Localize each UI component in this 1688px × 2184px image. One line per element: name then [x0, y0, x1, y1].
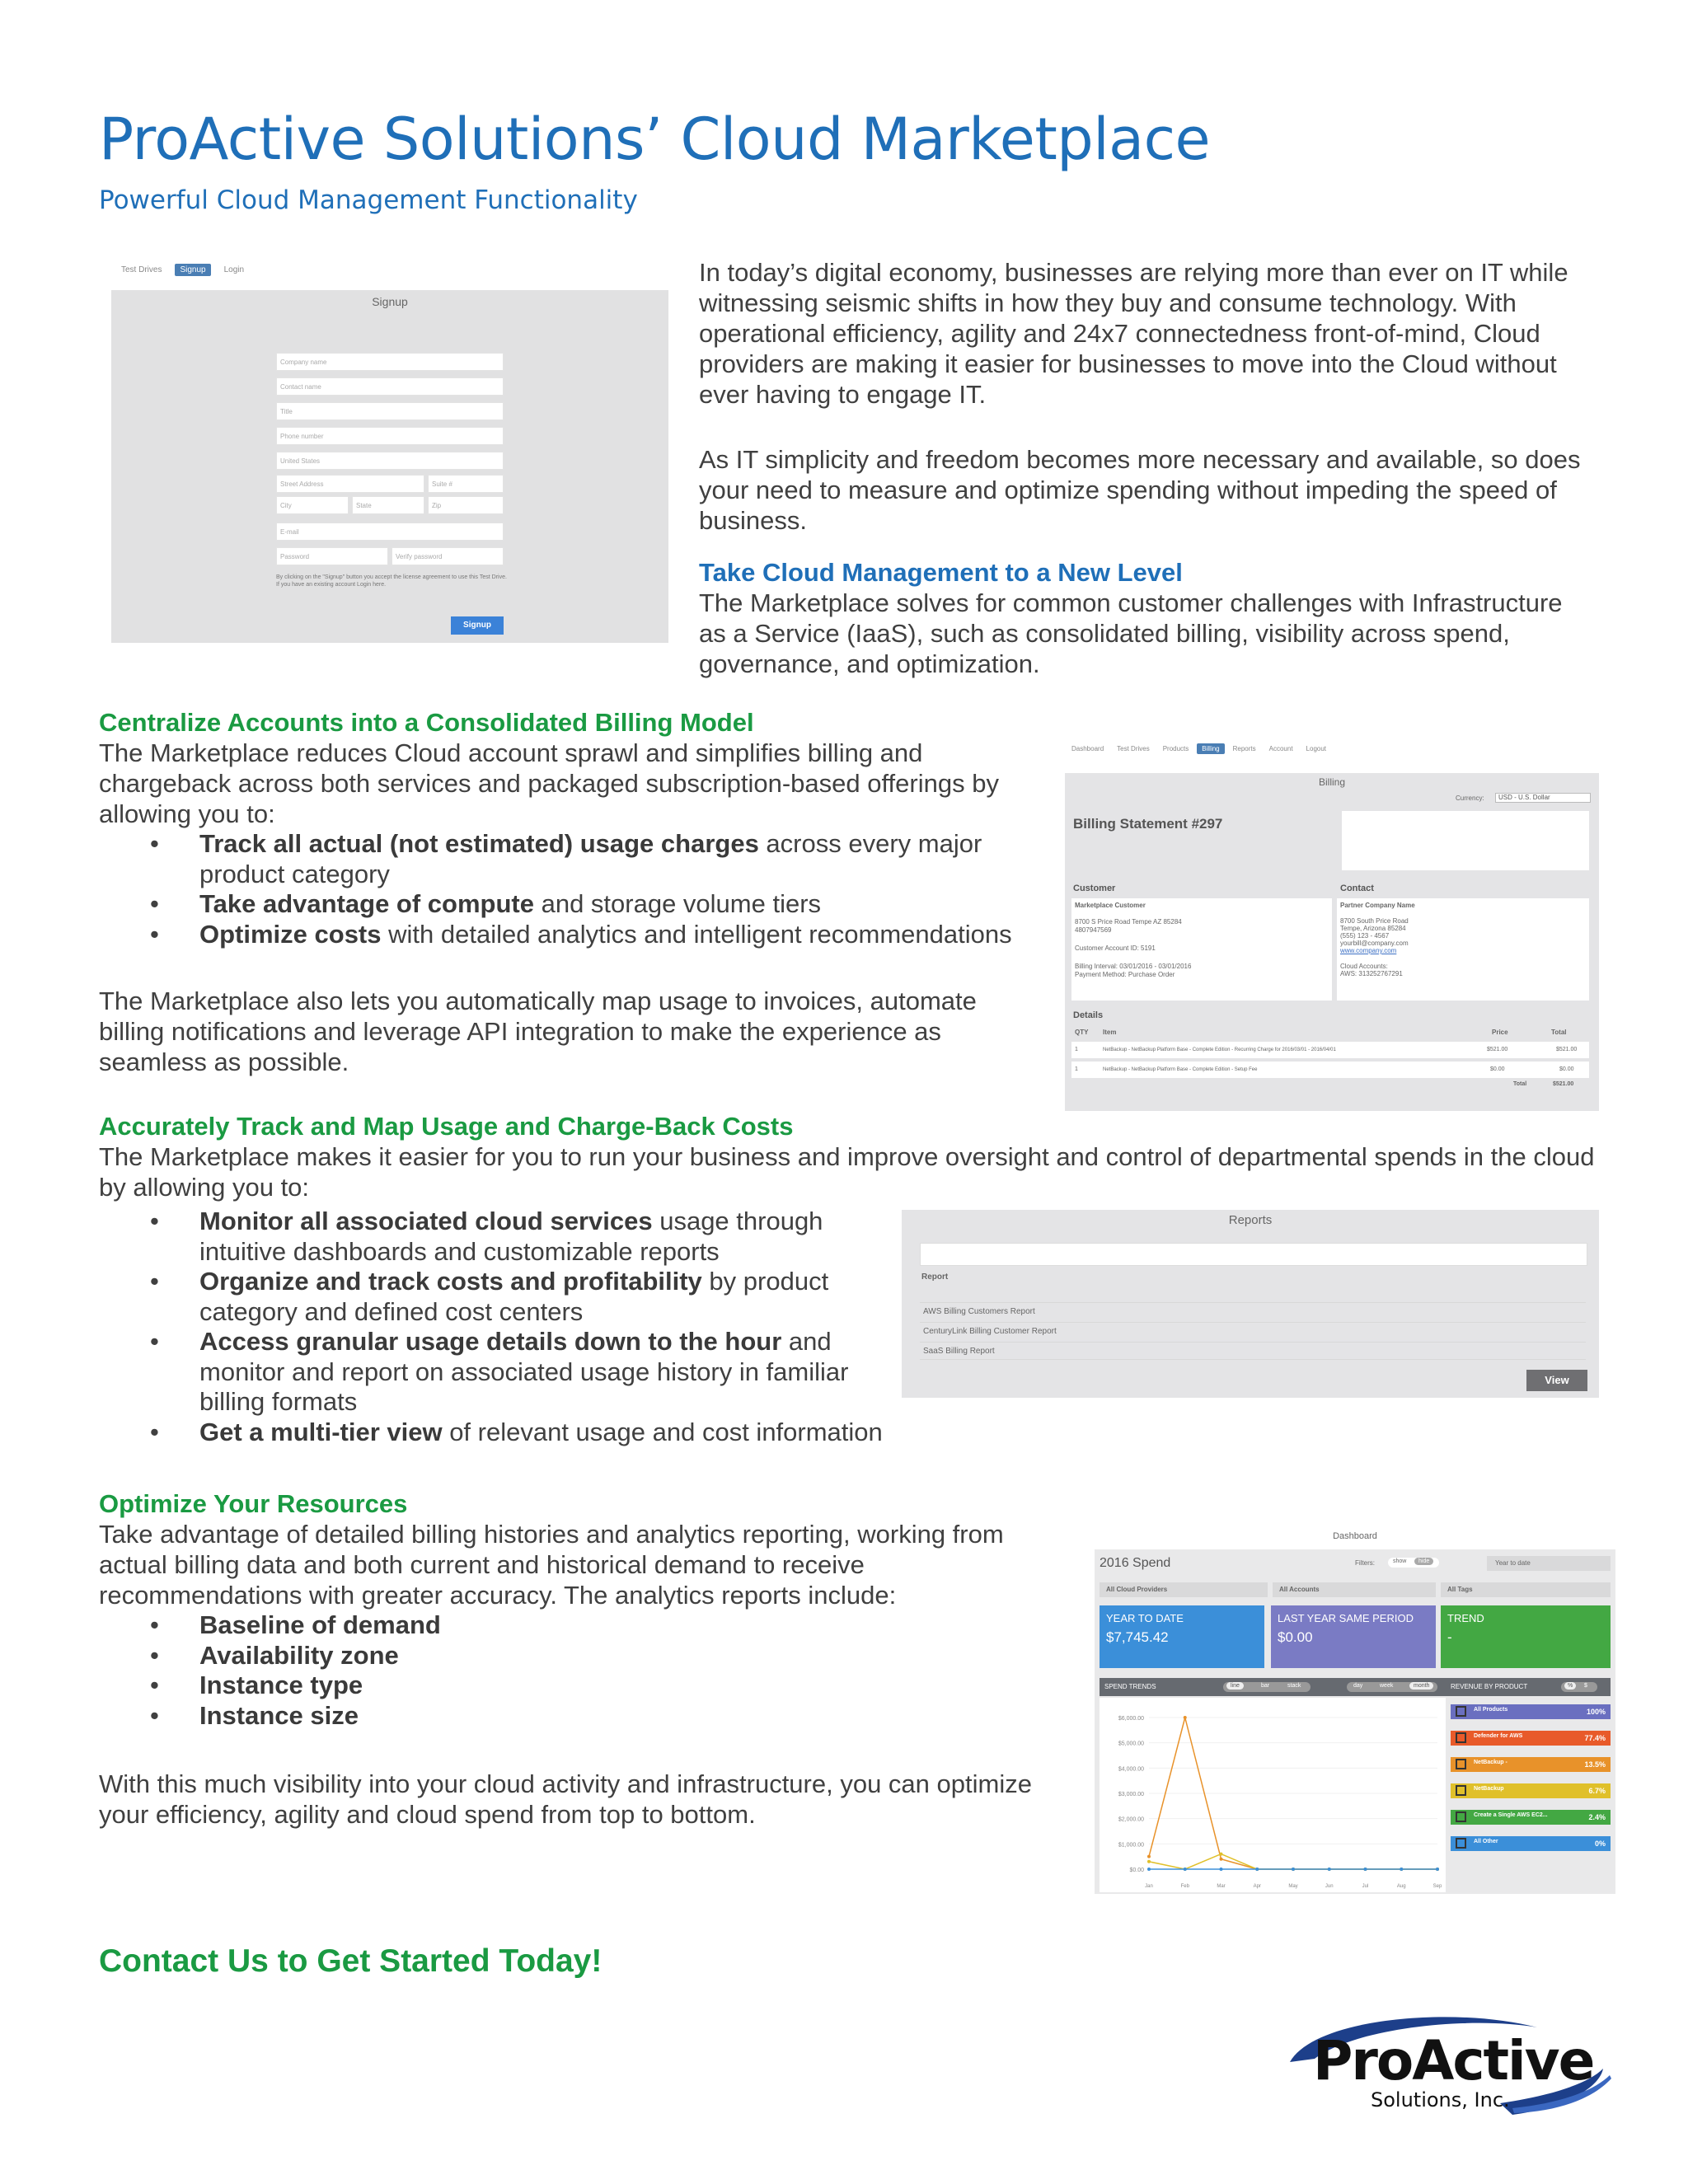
x-tick-label: Aug [1396, 1884, 1406, 1889]
x-tick-label: Sep [1432, 1884, 1442, 1889]
data-point [1220, 1853, 1223, 1856]
y-tick-label: $3,000.00 [1118, 1792, 1144, 1797]
y-tick-label: $2,000.00 [1118, 1816, 1144, 1823]
x-tick-label: Jan [1145, 1884, 1153, 1889]
x-tick-label: Jun [1325, 1884, 1334, 1889]
revenue-swatch [1456, 1706, 1466, 1717]
nav-reports[interactable]: Reports [1232, 745, 1256, 752]
intro-paragraph-2: As IT simplicity and freedom becomes more necessary and available, so does your need to measure and optimize spending without impeding the speed of business. [699, 445, 1581, 535]
table-row: 1 NetBackup - NetBackup Platform Base - Complete Edition - Setup Fee $0.00 $0.00 [1071, 1062, 1589, 1078]
revenue-bar: Create a Single AWS EC2... 2.4% [1451, 1810, 1611, 1825]
data-point [1220, 1868, 1223, 1871]
nav-products[interactable]: Products [1162, 745, 1189, 752]
x-tick-label: Jul [1362, 1884, 1369, 1889]
trend-card: TREND - [1441, 1605, 1611, 1668]
billing-heading: Centralize Accounts into a Consolidated Billing Model [99, 708, 754, 737]
contact-label: Contact [1340, 883, 1374, 893]
optimize-bullets [99, 1610, 1071, 1731]
reports-title: Reports [1228, 1213, 1273, 1227]
table-row: 1 NetBackup - NetBackup Platform Base - Complete Edition - Recurring Charge for 2016/03/01 - 2016/04/01 $521.00 $521.00 [1071, 1042, 1589, 1058]
list-item: • Availability zone [99, 1641, 1071, 1671]
revenue-toggle[interactable]: % $ [1561, 1682, 1597, 1692]
list-item: • Take advantage of compute and storage volume tiers [99, 889, 1047, 920]
revenue-by-product [1451, 1704, 1611, 1866]
list-item: • Track all actual (not estimated) usage charges across every major product category [99, 829, 1047, 889]
list-item: • Instance size [99, 1701, 1071, 1732]
revenue-swatch [1456, 1732, 1466, 1743]
currency-label: Currency: [1456, 794, 1484, 802]
optimize-heading: Optimize Your Resources [99, 1489, 408, 1518]
data-point [1436, 1868, 1439, 1871]
nav-test-drives[interactable]: Test Drives [121, 265, 162, 274]
title-field[interactable]: Title [276, 402, 504, 420]
suite-field[interactable]: Suite # [428, 475, 504, 493]
billing-paragraph-2: The Marketplace also lets you automatically map usage to invoices, automate billing notifications and leverage API integration to make the experience as seamless as possible. [99, 987, 977, 1076]
page-title: ProActive Solutions’ Cloud Marketplace [99, 105, 1211, 173]
statement-logo-box [1342, 811, 1589, 870]
password-field[interactable]: Password [276, 547, 388, 565]
total-label: Total [1513, 1081, 1527, 1087]
data-point [1292, 1868, 1295, 1871]
new-level-heading: Take Cloud Management to a New Level [699, 558, 1183, 587]
billing-bullets [99, 829, 1047, 949]
signup-button[interactable]: Signup [451, 616, 504, 635]
series-line [1149, 1854, 1437, 1869]
phone-field[interactable]: Phone number [276, 427, 504, 445]
data-point [1147, 1860, 1151, 1863]
year-to-date-card: YEAR TO DATE $7,745.42 [1100, 1605, 1264, 1668]
contact-cta[interactable]: Contact Us to Get Started Today! [99, 1943, 603, 1979]
nav-billing[interactable]: Billing [1197, 743, 1224, 754]
reports-search[interactable] [920, 1243, 1587, 1266]
intro-paragraph-1: In today’s digital economy, businesses are relying more than ever on IT while witnessing seismic shifts in how they buy and consume technology. With operational efficiency, agility and 24x7 connectedness front-of-mind, Cloud providers are making it easier for businesses to move into the Cloud without ever having to engage IT. [699, 258, 1568, 409]
nav-account[interactable]: Account [1268, 745, 1293, 752]
data-point [1184, 1868, 1187, 1871]
y-tick-label: $1,000.00 [1118, 1842, 1144, 1849]
col-item: Item [1103, 1029, 1117, 1036]
nav-login[interactable]: Login [223, 265, 245, 274]
data-point [1147, 1855, 1151, 1858]
contact-box: Partner Company Name 8700 South Price Road Tempe, Arizona 85284 (555) 123 - 4567 yourbill@company.com www.company.com Cloud Accounts: AWS: 313252767291 [1337, 898, 1589, 1001]
customer-box: Marketplace Customer 8700 S Price Road Tempe AZ 85284 4807947569 Customer Account ID: 5191 Billing Interval: 03/01/2016 - 03/01/2016 Payment Method: Purchase Order [1071, 898, 1332, 1001]
billing-title: Billing [1318, 776, 1345, 788]
filters-label: Filters: [1355, 1559, 1375, 1567]
signup-title: Signup [372, 295, 408, 308]
data-point [1364, 1868, 1367, 1871]
nav-signup[interactable]: Signup [175, 264, 210, 276]
y-tick-label: $0.00 [1129, 1868, 1144, 1873]
report-row[interactable]: AWS Billing Customers Report [920, 1302, 1586, 1320]
data-point [1328, 1868, 1331, 1871]
track-bullets [99, 1207, 907, 1447]
last-year-card: LAST YEAR SAME PERIOD $0.00 [1271, 1605, 1436, 1668]
data-point [1147, 1868, 1151, 1871]
range-select[interactable]: Year to date [1487, 1556, 1611, 1571]
nav-dashboard[interactable]: Dashboard [1071, 745, 1104, 752]
dashboard-title: Dashboard [1333, 1531, 1377, 1541]
revenue-bar: All Products 100% [1451, 1704, 1611, 1719]
billing-paragraph-1: The Marketplace reduces Cloud account sprawl and simplifies billing and chargeback across both services and packaged subscription-based offerings by allowing you to: [99, 738, 999, 828]
x-tick-label: Feb [1180, 1884, 1189, 1889]
col-price: Price [1492, 1029, 1508, 1036]
revenue-swatch [1456, 1811, 1466, 1822]
list-item: • Access granular usage details down to the hour and monitor and report on associated usage history in familiar billing formats [99, 1327, 907, 1418]
provider-select[interactable]: All Cloud Providers [1100, 1582, 1268, 1597]
revenue-bar: NetBackup 6.7% [1451, 1783, 1611, 1798]
revenue-swatch [1456, 1838, 1466, 1849]
report-row[interactable]: CenturyLink Billing Customer Report [920, 1322, 1586, 1340]
revenue-bar: All Other 0% [1451, 1836, 1611, 1851]
filters-toggle[interactable]: show hide [1388, 1558, 1439, 1568]
page-subtitle: Powerful Cloud Management Functionality [99, 185, 638, 215]
intro-paragraph-3: The Marketplace solves for common customer challenges with Infrastructure as a Service (IaaS), such as consolidated billing, visibility across spend, governance, and optimization. [699, 588, 1563, 678]
list-item: • Baseline of demand [99, 1610, 1071, 1641]
city-field[interactable]: City [276, 496, 349, 514]
chart-type-toggle[interactable]: line bar stack [1223, 1682, 1311, 1692]
x-tick-label: May [1288, 1884, 1298, 1889]
reports-column-header: Report [921, 1272, 949, 1282]
data-point [1220, 1858, 1223, 1861]
billing-screenshot [1065, 740, 1599, 1111]
list-item: • Monitor all associated cloud services usage through intuitive dashboards and customizable reports [99, 1207, 907, 1267]
currency-select[interactable]: USD - U.S. Dollar [1495, 793, 1591, 803]
trends-header: SPEND TRENDS line bar stack day week month REVENUE BY PRODUCT % $ [1100, 1678, 1611, 1696]
col-qty: QTY [1075, 1029, 1089, 1036]
contact-website-link[interactable]: www.company.com [1340, 947, 1397, 954]
accounts-select[interactable]: All Accounts [1273, 1582, 1436, 1597]
logo-name: ProActive [1313, 2029, 1594, 2093]
tags-select[interactable]: All Tags [1441, 1582, 1611, 1597]
optimize-paragraph-2: With this much visibility into your cloud activity and infrastructure, you can optimize your efficiency, agility and cloud spend from top to bottom. [99, 1769, 1032, 1829]
country-select[interactable]: United States [276, 452, 504, 470]
track-heading: Accurately Track and Map Usage and Charge-Back Costs [99, 1112, 794, 1141]
data-point [1184, 1716, 1187, 1719]
billing-section [99, 707, 1047, 1077]
x-tick-label: Mar [1217, 1884, 1226, 1889]
company-name-field[interactable]: Company name [276, 353, 504, 371]
optimize-section [99, 1488, 1071, 1830]
spend-title: 2016 Spend [1100, 1556, 1171, 1570]
list-item: • Get a multi-tier view of relevant usage and cost information [99, 1418, 907, 1448]
intro-block [699, 257, 1589, 679]
street-field[interactable]: Street Address [276, 475, 424, 493]
signup-nav [116, 264, 249, 276]
dashboard-screenshot [1095, 1525, 1615, 1894]
signup-screenshot [111, 262, 668, 643]
revenue-swatch [1456, 1785, 1466, 1796]
col-total: Total [1551, 1029, 1567, 1036]
track-paragraph-1: The Marketplace makes it easier for you to run your business and improve oversight and control of departmental spends in the cloud by allowing you to: [99, 1142, 1595, 1202]
state-field[interactable]: State [352, 496, 424, 514]
revenue-bar: Defender for AWS 77.4% [1451, 1731, 1611, 1746]
customer-label: Customer [1073, 883, 1116, 893]
email-field[interactable]: E-mail [276, 523, 504, 541]
x-tick-label: Apr [1253, 1884, 1261, 1889]
list-item: • Optimize costs with detailed analytics and intelligent recommendations [99, 920, 1047, 950]
signup-note: By clicking on the "Signup" button you accept the license agreement to use this Test Drive. If you have an existing account Login here. [276, 574, 507, 588]
statement-title: Billing Statement #297 [1073, 816, 1223, 832]
logo-tagline: Solutions, Inc. [1371, 2088, 1510, 2111]
details-table [1071, 1029, 1589, 1093]
list-item: • Instance type [99, 1671, 1071, 1701]
y-tick-label: $6,000.00 [1118, 1716, 1144, 1722]
report-row[interactable]: SaaS Billing Report [920, 1342, 1586, 1360]
data-point [1400, 1868, 1403, 1871]
revenue-bar: NetBackup - 13.5% [1451, 1757, 1611, 1772]
list-item: • Organize and track costs and profitability by product category and defined cost centers [99, 1267, 907, 1327]
optimize-paragraph-1: Take advantage of detailed billing histories and analytics reporting, working from actual billing data and both current and historical demand to receive recommendations with greater accuracy. The analytics reports include: [99, 1520, 1004, 1610]
company-logo [1265, 2011, 1620, 2135]
y-tick-label: $5,000.00 [1118, 1741, 1144, 1747]
period-toggle[interactable]: day week month [1347, 1682, 1437, 1692]
details-label: Details [1073, 1010, 1104, 1020]
billing-nav [1067, 743, 1331, 754]
contact-name-field[interactable]: Contact name [276, 377, 504, 396]
total-value: $521.00 [1553, 1081, 1574, 1087]
nav-test-drives[interactable]: Test Drives [1117, 745, 1150, 752]
revenue-swatch [1456, 1759, 1466, 1769]
reports-screenshot [902, 1210, 1599, 1398]
view-button[interactable]: View [1526, 1370, 1587, 1391]
data-point [1255, 1868, 1259, 1871]
spend-trends-chart [1100, 1698, 1446, 1892]
y-tick-label: $4,000.00 [1118, 1766, 1144, 1773]
zip-field[interactable]: Zip [428, 496, 504, 514]
verify-password-field[interactable]: Verify password [392, 547, 504, 565]
nav-logout[interactable]: Logout [1306, 745, 1327, 752]
track-section [99, 1111, 1607, 1202]
